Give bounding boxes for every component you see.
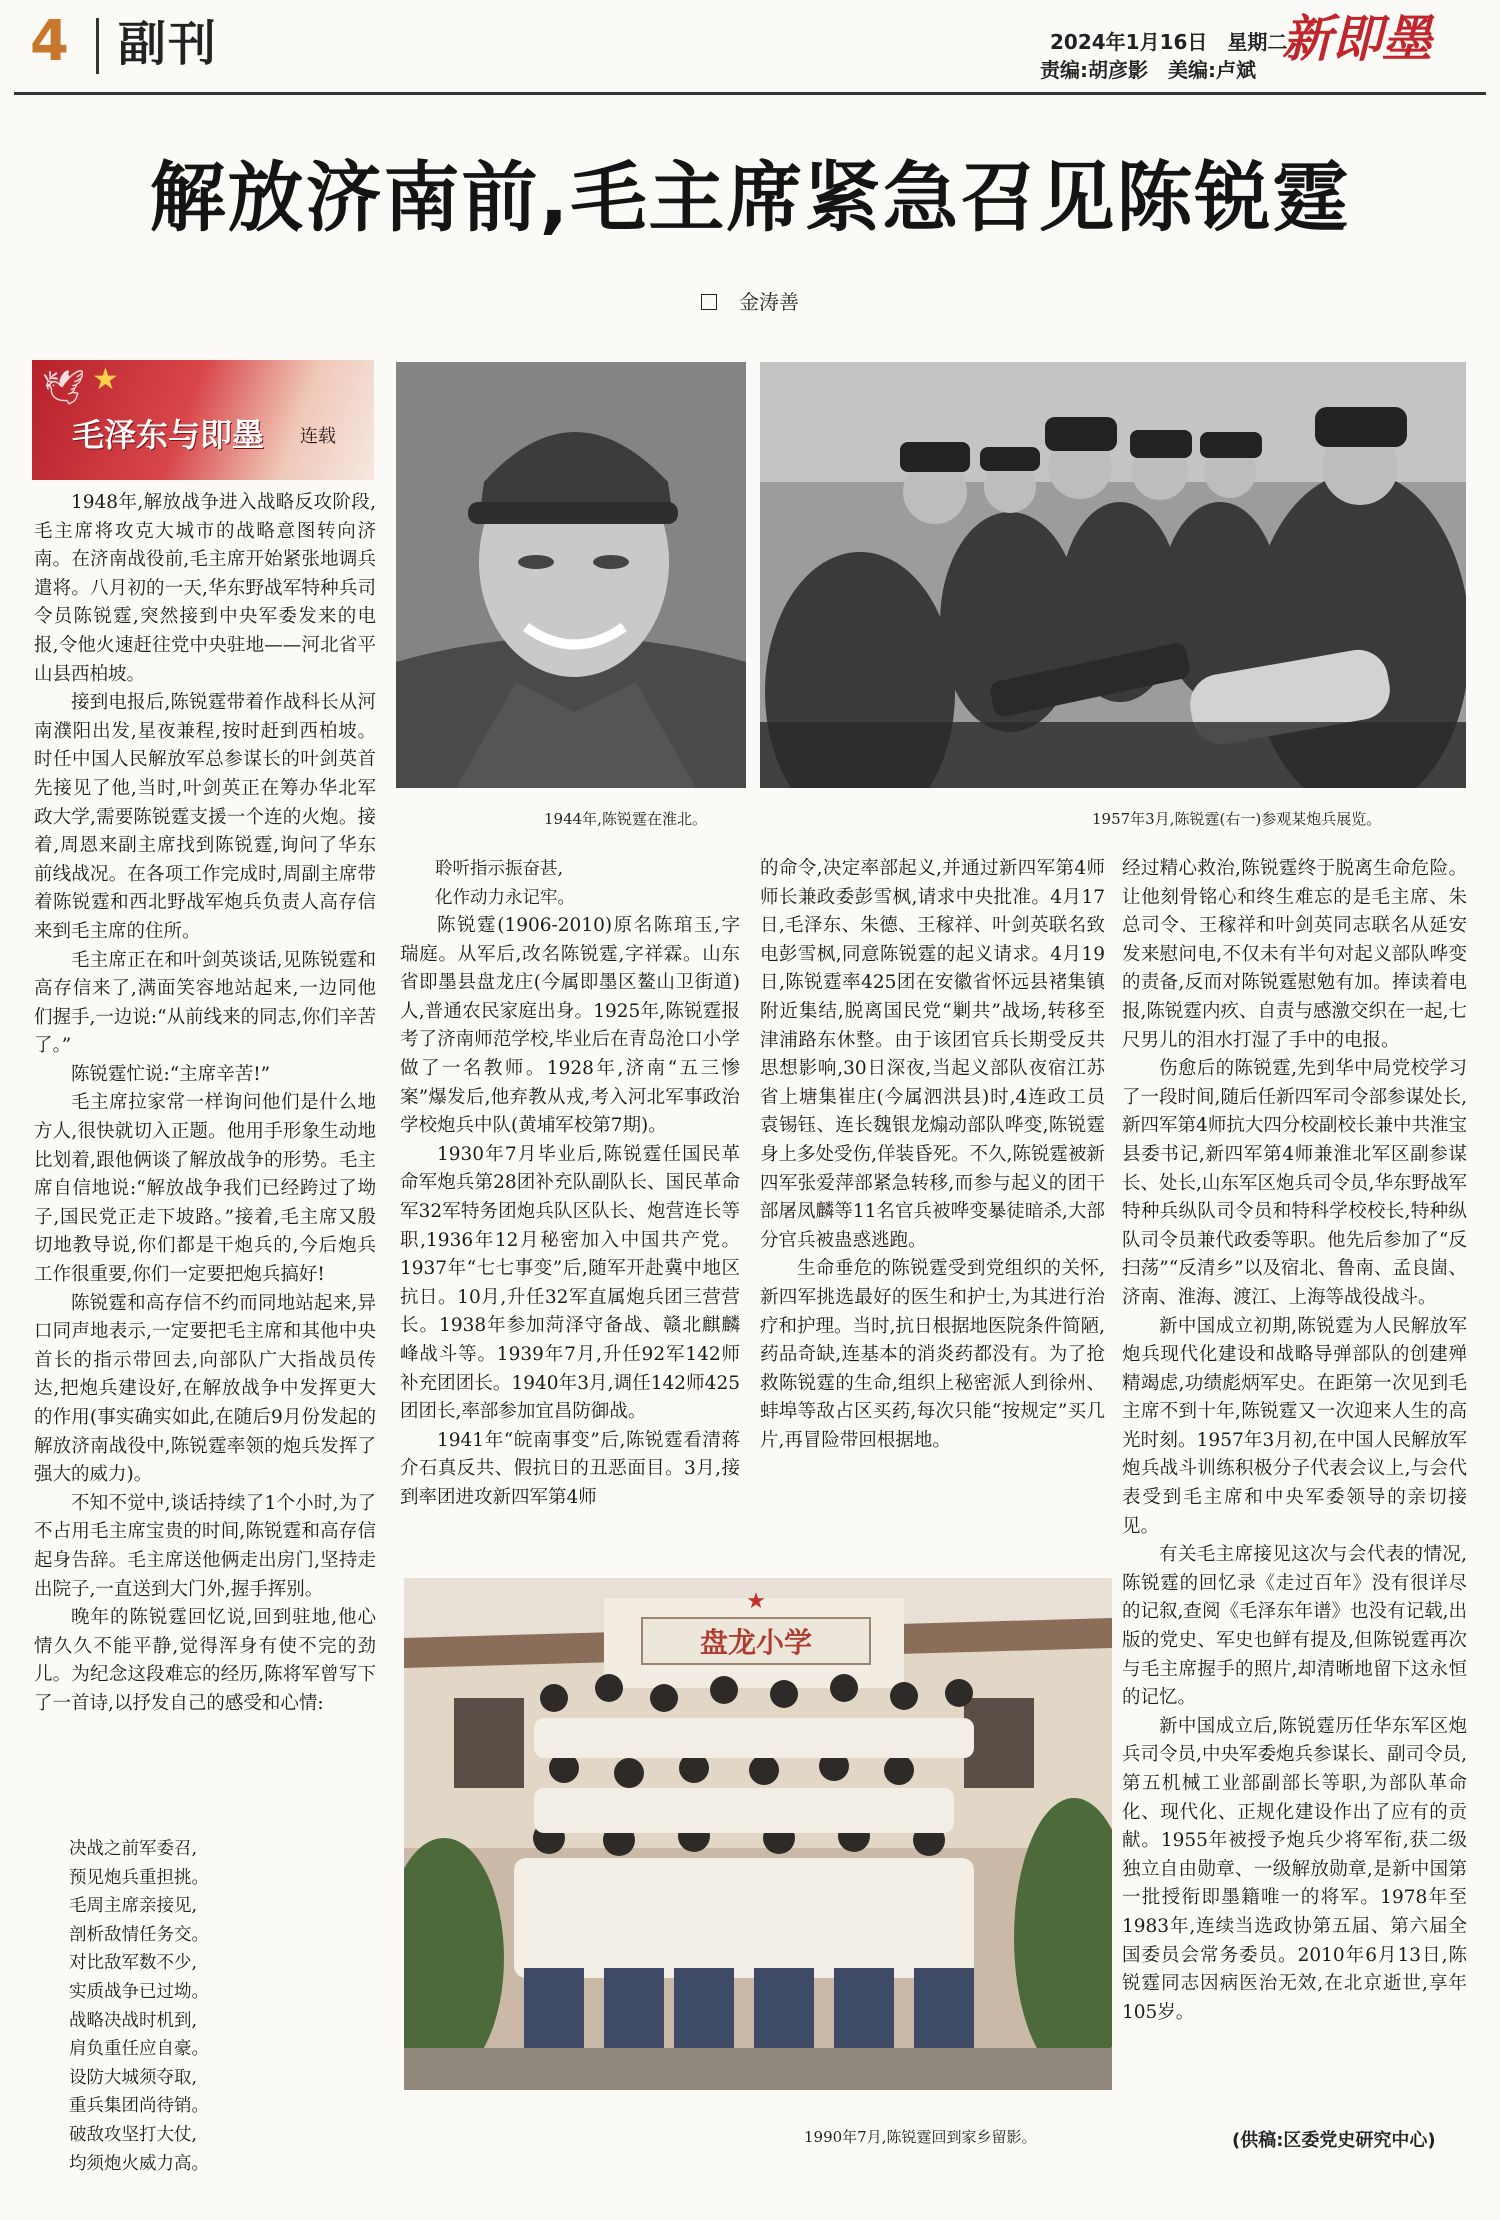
source-credit: (供稿:区委党史研究中心)	[1232, 2130, 1436, 2151]
paragraph: 的命令,决定率部起义,并通过新四军第4师师长兼政委彭雪枫,请求中央批准。4月17日,毛泽东、朱德、王稼祥、叶剑英联名致电彭雪枫,同意陈锐霆的起义请求。4月19日,陈锐霆率425团在安徽省怀远县褚集镇附近集结,脱离国民党“剿共”战场,转移至津浦路东休整。由于该团官兵长期受反共思想影响,30日深夜,当起义部队夜宿江苏省上塘集崔庄(今属泗洪县)时,4连政工员袁锡钰、连长魏银龙煽动部队哗变,陈锐霆身上多处受伤,佯装昏死。不久,陈锐霆被新四军张爱萍部紧急转移,而参与起义的团干部屠凤麟等11名官兵被哗变暴徒暗杀,大部分官兵被蛊惑逃跑。	[760, 858, 1105, 1251]
exhibition-caption: 1957年3月,陈锐霆(右一)参观某炮兵展览。	[1092, 810, 1382, 828]
byline	[0, 286, 1500, 315]
paragraph: 经过精心救治,陈锐霆终于脱离生命危险。让他刻骨铭心和终生难忘的是毛主席、朱总司令、王稼祥和叶剑英同志联名从延安发来慰问电,不仅未有半句对起义部队哗变的责备,反而对陈锐霆慰勉有加。捧读着电报,陈锐霆内疚、自责与感激交织在一起,七尺男儿的泪水打湿了手中的电报。	[1122, 858, 1467, 1051]
poem-line: 设防大城须夺取,	[69, 2067, 198, 2088]
poem-line: 对比敌军数不少,	[69, 1953, 198, 1974]
poem-line: 毛周主席亲接见,	[69, 1896, 198, 1917]
group-photo	[404, 1578, 1112, 2090]
dove-icon: 🕊	[42, 368, 86, 408]
article-column-4	[1122, 855, 1467, 2027]
poem-line: 聆听指示振奋甚,	[435, 859, 564, 879]
paragraph: 接到电报后,陈锐霆带着作战科长从河南濮阳出发,星夜兼程,按时赶到西柏坡。时任中国人民解放军总参谋长的叶剑英首先接见了他,当时,叶剑英正在筹办华北军政大学,需要陈锐霆支援一个连的火炮。接着,周恩来副主席找到陈锐霆,询问了华东前线战况。在各项工作完成时,周副主席带着陈锐霆和西北野战军炮兵负责人高存信来到毛主席的住所。	[34, 692, 376, 942]
newspaper-logo: 新即墨	[1282, 9, 1432, 68]
header-divider	[96, 18, 99, 74]
school-star-icon: ★	[746, 1589, 766, 1614]
poem-line: 重兵集团尚待销。	[69, 2096, 209, 2117]
poem-line: 决战之前军委召,	[69, 1839, 198, 1859]
article-column-1	[34, 489, 376, 1719]
paragraph: 陈锐霆和高存信不约而同地站起来,异口同声地表示,一定要把毛主席和其他中央首长的指示带回去,向部队广大指战员传达,把炮兵建设好,在解放战争中发挥更大的作用(事实确实如此,在随后9月份发起的解放济南战役中,陈锐霆率领的炮兵发挥了强大的威力)。	[34, 1292, 376, 1486]
page-number: 4	[30, 9, 69, 74]
portrait-photo	[396, 362, 746, 788]
section-title: 副刊	[118, 16, 219, 72]
paragraph: 不知不觉中,谈话持续了1个小时,为了不占用毛主席宝贵的时间,陈锐霆和高存信起身告辞。毛主席送他俩走出房门,坚持走出院子,一直送到大门外,握手挥别。	[34, 1492, 376, 1600]
header-rule	[14, 92, 1486, 95]
column-title: 毛泽东与即墨	[72, 416, 265, 454]
poem-line: 破敌攻坚打大仗,	[69, 2124, 198, 2145]
paragraph: 生命垂危的陈锐霆受到党组织的关怀,新四军挑选最好的医生和护士,为其进行治疗和护理。当时,抗日根据地医院条件简陋,药品奇缺,连基本的消炎药都没有。为了抢救陈锐霆的生命,组织上秘密派人到徐州、蚌埠等敌占区买药,每次只能“按规定”买几片,再冒险带回根据地。	[760, 1258, 1105, 1451]
paragraph: 1948年,解放战争进入战略反攻阶段,毛主席将攻克大城市的战略意图转向济南。在济南战役前,毛主席开始紧张地调兵遣将。八月初的一天,华东野战军特种兵司令员陈锐霆,突然接到中央军委发来的电报,令他火速赶往党中央驻地——河北省平山县西柏坡。	[34, 492, 376, 685]
poem-line: 战略决战时机到,	[69, 2010, 198, 2031]
poem-line: 实质战争已过坳。	[69, 1981, 209, 2002]
column-banner	[32, 360, 374, 480]
article-column-3	[760, 855, 1105, 1455]
paragraph: 有关毛主席接见这次与会代表的情况,陈锐霆的回忆录《走过百年》没有很详尽的记叙,查阅《毛泽东年谱》也没有记载,出版的党史、军史也鲜有提及,但陈锐霆再次与毛主席握手的照片,却清晰地留下这永恒的记忆。	[1122, 1544, 1467, 1709]
author: 金涛善	[739, 290, 799, 314]
paragraph: 陈锐霆(1906-2010)原名陈琯玉,字瑞庭。从军后,改名陈锐霆,字祥霖。山东省即墨县盘龙庄(今属即墨区鳌山卫街道)人,普通农民家庭出身。1925年,陈锐霆报考了济南师范学校,毕业后在青岛沧口小学做了一名教师。1928年,济南“五三惨案”爆发后,他弃教从戎,考入河北军事政治学校炮兵中队(黄埔军校第7期)。	[400, 915, 740, 1137]
poem-line: 预见炮兵重担挑。	[69, 1867, 209, 1888]
portrait-caption: 1944年,陈锐霆在淮北。	[544, 810, 707, 828]
paragraph: 1930年7月毕业后,陈锐霆任国民革命军炮兵第28团补充队副队长、国民革命军32军特务团炮兵队区队长、炮营连长等职,1936年12月秘密加入中国共产党。1937年“七七事变”后,随军开赴冀中地区抗日。10月,升任32军直属炮兵团三营营长。1938年参加菏泽守备战、赣北麒麟峰战斗等。1939年7月,升任92军142师补充团团长。1940年3月,调任142师425团团长,率部参加宜昌防御战。	[400, 1143, 740, 1423]
star-icon: ★	[92, 362, 119, 397]
paragraph: 1941年“皖南事变”后,陈锐霆看清蒋介石真反共、假抗日的丑恶面目。3月,接到率团进攻新四军第4师	[400, 1429, 740, 1508]
group-photo-caption: 1990年7月,陈锐霆回到家乡留影。	[804, 2128, 1037, 2146]
poem-line: 剖析敌情任务交。	[69, 1924, 209, 1945]
school-sign-text: 盘龙小学	[699, 1626, 813, 1659]
poem-line: 均须炮火威力高。	[69, 2153, 209, 2174]
paragraph: 伤愈后的陈锐霆,先到华中局党校学习了一段时间,随后任新四军司令部参谋处长,新四军第4师抗大四分校副校长兼中共淮宝县委书记,新四军第4师兼淮北军区副参谋长、处长,山东军区炮兵司令员,华东野战军特种兵纵队司令员和特科学校校长,特种纵队司令员兼代政委等职。他先后参加了“反扫荡”“反清乡”以及宿北、鲁南、孟良崮、济南、淮海、渡江、上海等战役战斗。	[1122, 1058, 1467, 1308]
editors-line: 责编:胡彦影 美编:卢斌	[1040, 58, 1256, 82]
article-column-2	[400, 912, 740, 1512]
headline: 解放济南前,毛主席紧急召见陈锐霆	[149, 153, 1351, 242]
paragraph: 晚年的陈锐霆回忆说,回到驻地,他心情久久不能平静,觉得浑身有使不完的劲儿。为纪念这段难忘的经历,陈将军曾写下了一首诗,以抒发自己的感受和心情:	[34, 1607, 376, 1714]
paragraph: 新中国成立初期,陈锐霆为人民解放军炮兵现代化建设和战略导弹部队的创建殚精竭虑,功绩彪炳军史。在距第一次见到毛主席不到十年,陈锐霆又一次迎来人生的高光时刻。1957年3月初,在中国人民解放军炮兵战斗训练积极分子代表会议上,与会代表受到毛主席和中央军委领导的亲切接见。	[1122, 1315, 1467, 1537]
paragraph: 陈锐霆忙说:“主席辛苦!”	[71, 1063, 271, 1085]
poem-part-2	[400, 855, 750, 912]
paragraph: 毛主席拉家常一样询问他们是什么地方人,很快就切入正题。他用手形象生动地比划着,跟他俩谈了解放战争的形势。毛主席自信地说:“解放战争我们已经跨过了坳子,国民党正走下坡路。”接着,毛主席又殷切地教导说,你们都是干炮兵的,今后炮兵工作很重要,你们一定要把炮兵搞好!	[34, 1092, 376, 1286]
issue-date: 2024年1月16日 星期二	[1050, 30, 1288, 54]
poem-line: 肩负重任应自豪。	[69, 2039, 209, 2060]
byline-box-icon	[701, 294, 717, 310]
column-tag: 连载	[300, 426, 336, 447]
paragraph: 新中国成立后,陈锐霆历任华东军区炮兵司令员,中央军委炮兵参谋长、副司令员,第五机械工业部副部长等职,为部队革命化、现代化、正规化建设作出了应有的贡献。1955年被授予炮兵少将军衔,获二级独立自由勋章、一级解放勋章,是新中国第一批授衔即墨籍唯一的将军。1978年至1983年,连续当选政协第五届、第六届全国委员会常务委员。2010年6月13日,陈锐霆同志因病医治无效,在北京逝世,享年105岁。	[1122, 1715, 1467, 2023]
paragraph: 毛主席正在和叶剑英谈话,见陈锐霆和高存信来了,满面笑容地站起来,一边同他们握手,一边说:“从前线来的同志,你们辛苦了。”	[34, 949, 376, 1057]
poem-line: 化作动力永记牢。	[435, 887, 575, 908]
poem-part-1	[34, 1835, 376, 2178]
exhibition-photo	[760, 362, 1466, 788]
